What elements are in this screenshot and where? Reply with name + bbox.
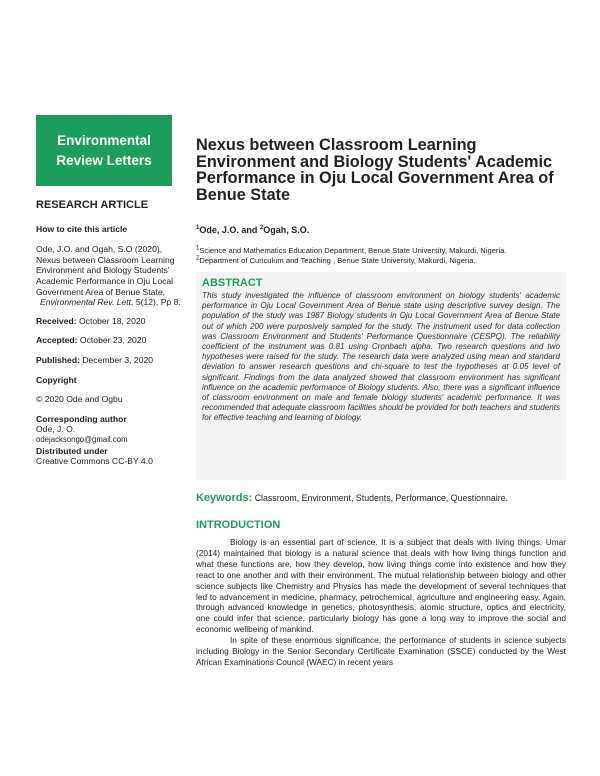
citation-journal: Environmental Rev. Lett. xyxy=(40,297,134,308)
corresponding-heading: Corresponding author xyxy=(36,413,127,424)
author1-sup: 1 xyxy=(196,225,200,231)
corresponding-email[interactable]: odejacksongo@gmail.com xyxy=(36,434,128,444)
citation-volume: 5(12), Pp 8. xyxy=(133,297,181,308)
accepted-label: Accepted: xyxy=(36,335,78,346)
corresponding-name: Ode, J. O. xyxy=(36,424,76,435)
affiliation-2: $^2$Department of Curiculum and Teaching , Benue State University, Makurdi, Nigeria. xyxy=(196,255,476,266)
published-date xyxy=(36,355,186,366)
journal-name-line1: Environmental xyxy=(57,132,151,148)
journal-name-line2: Review Letters xyxy=(56,152,152,168)
article-info-sidebar xyxy=(36,200,186,467)
intro-paragraph-2: In spite of these enormous significance, the performance of students in science subjects including Biology in the Senior Secondary Certificate Examination (SSCE) conducted by the West African Examinations Council (WAEC) in recent years xyxy=(196,635,566,667)
abstract-heading: ABSTRACT xyxy=(202,277,263,289)
article-title: Nexus between Classroom Learning Environment and Biology Students' Academic Performance in Oju Local Government Area of Benue State xyxy=(196,136,554,204)
keywords xyxy=(196,492,576,504)
introduction-body xyxy=(196,537,566,668)
published-label: Published: xyxy=(36,354,80,365)
cite-heading: How to cite this article xyxy=(36,223,128,234)
abstract-box xyxy=(196,272,566,480)
affiliations xyxy=(196,246,576,266)
received-value: October 18, 2020 xyxy=(76,315,146,326)
citation-text: Ode, J.O. and Ogah, S.O (2020), Nexus between Classroom Learning Environment and Biology Students' Academic Performance in Oju Local Government Area of Benue State, xyxy=(36,244,175,297)
author2: Ogah, S.O. xyxy=(263,225,310,235)
affiliation-1: $^1$Science and Mathematics Education Department, Benue State University, Makurdi, Nigeria. xyxy=(196,245,507,255)
authors xyxy=(196,225,309,235)
citation-reference xyxy=(36,297,186,308)
received-label: Received: xyxy=(36,315,77,326)
copyright-heading: Copyright xyxy=(36,374,77,385)
corresponding-author-block xyxy=(36,414,186,467)
distributed-heading: Distributed under xyxy=(36,445,108,456)
copyright-value: © 2020 Ode and Ogbu xyxy=(36,394,123,405)
abstract-text: This study investigated the influence of classroom environment on biology students' academic performance in Oju Local Government Area of Benue state using descriptive survey design. The population of the study was 1987 Biology students in Oju Local Government Area of Benue State out of which 200 were purposively sampled for the study. The instrument used for data collection was Classroom Environment and Students' Performance Questionnaire (CESPQ). The reliability coefficient of the instrument was 0.81 using Cronbach alpha. Two research questions and two hypotheses were raised for the study. The research data were analyzed using mean and standard deviation to answer research questions and chi-square to test the hypotheses at 0.05 level of significant. Findings from the data analyzed showed that classroom environment has significant influence on the academic performance of Biology students. Also, there was a significant influence of classroom environment on male and female biology students' academic performance. It was recommended that adequate classroom facilities should be provided for both teachers and students for effective teaching and learning of biology. xyxy=(202,291,560,423)
received-date xyxy=(36,316,186,327)
keywords-list: Classroom, Environment, Students, Performance, Questionnaire. xyxy=(252,493,508,503)
keywords-label: Keywords: xyxy=(196,492,253,504)
intro-paragraph-1: Biology is an essential part of science. It is a subject that deals with living things. Umar (2014) maintained that biology is a natural science that deals with how living things function and what these functions are, how they develop, how living things come into existence and how they react to one another and with their environment. The mutual relationship between biology and other science subjects like Chemistry and Physics has made the development of several techniques that led to advancement in medicine, pharmacy, petrochemical, agriculture and engineering easy. Again, through advanced knowledge in genetics, photosynthesis, atomic structure, optics and electricity, one could infer that science, particularly biology has gone a long way to improve the social and economic wellbeing of mankind. xyxy=(196,537,566,635)
journal-name-banner xyxy=(36,115,172,186)
license[interactable]: Creative Commons CC-BY 4.0 xyxy=(36,456,153,467)
published-value: December 3, 2020 xyxy=(79,354,154,365)
citation xyxy=(36,244,186,308)
article-type: RESEARCH ARTICLE xyxy=(36,199,149,211)
accepted-date xyxy=(36,335,186,346)
accepted-value: October 23, 2020 xyxy=(77,335,147,346)
author1: Ode, J.O. and xyxy=(199,225,260,235)
introduction-heading: INTRODUCTION xyxy=(196,519,281,531)
author2-sup: 2 xyxy=(259,225,264,231)
